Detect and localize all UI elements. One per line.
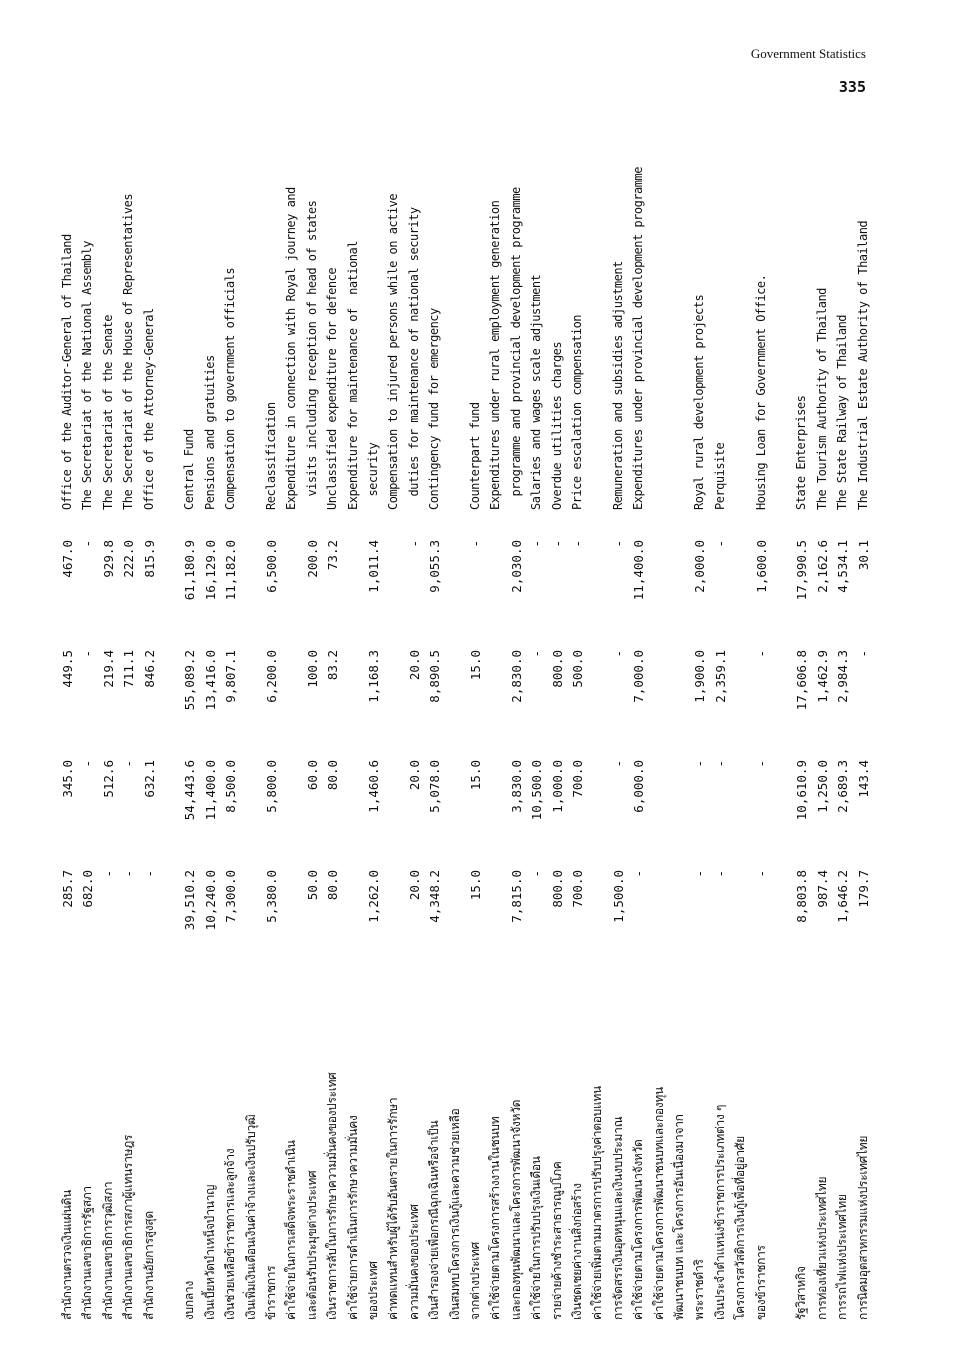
value-cell: 2,359.1: [712, 650, 728, 703]
table-row: [384, 120, 403, 1320]
value-cell: 285.7: [60, 870, 75, 908]
english-label: The State Railway of Thailand: [835, 314, 850, 510]
value-cell: -: [753, 870, 769, 878]
table-row: [466, 120, 485, 1320]
value-cell: -: [855, 650, 871, 658]
value-cell: 50.0: [304, 870, 320, 901]
english-label: The Secretariat of the National Assembly: [80, 241, 95, 510]
table-row: [140, 120, 159, 1320]
value-cell: -: [712, 760, 728, 768]
value-cell: 7,000.0: [631, 650, 647, 703]
value-cell: 8,803.8: [794, 870, 810, 923]
value-cell: 5,380.0: [264, 870, 279, 923]
value-cell: 179.7: [855, 870, 871, 908]
value-cell: 1,262.0: [366, 870, 381, 923]
value-cell: -: [80, 540, 96, 548]
value-cell: 143.4: [855, 760, 871, 798]
value-cell: 100.0: [304, 650, 320, 688]
thai-label: สำนักงานอัยการสูงสุด: [141, 1211, 156, 1320]
value-cell: 73.2: [325, 540, 341, 571]
table-row: [344, 120, 363, 1320]
value-cell: 39,510.2: [182, 870, 198, 931]
table-row: [119, 120, 138, 1320]
table-row: [242, 120, 261, 1320]
table-row: [364, 120, 383, 1320]
table-row: [303, 120, 322, 1320]
english-label: Office of the Auditor-General of Thailand: [60, 234, 74, 510]
english-label: Remuneration and subsidies adjustment: [610, 261, 625, 510]
table-row: [180, 120, 199, 1320]
english-label: The Secretariat of the House of Representatives: [121, 193, 136, 510]
thai-label: เงินชดเชยค่างานสิ่งก่อสร้าง: [570, 1183, 584, 1320]
value-cell: 6,200.0: [264, 650, 279, 703]
value-cell: 2,830.0: [508, 650, 524, 703]
table-row: [323, 120, 342, 1320]
value-cell: -: [610, 760, 626, 768]
value-cell: 4,348.2: [427, 870, 443, 923]
thai-label: ค่าใช้จ่ายการดำเนินการรักษาความมั่นคง: [345, 1115, 360, 1320]
table-row: [609, 120, 628, 1320]
value-cell: 1,462.9: [814, 650, 830, 703]
value-cell: 20.0: [406, 870, 422, 901]
table-row: [58, 120, 77, 1320]
value-cell: 800.0: [549, 650, 565, 688]
thai-label: ค่าใช้จ่ายเพิ่มตามมาตรการปรับปรุงค่าตอบแทน: [590, 1086, 605, 1320]
value-cell: 2,030.0: [508, 540, 524, 593]
value-cell: 1,011.4: [366, 540, 381, 593]
value-cell: 11,182.0: [223, 540, 239, 601]
value-cell: 449.5: [60, 650, 75, 688]
thai-label: ความมั่นคงของประเทศ: [406, 1204, 421, 1320]
english-label: Housing Loan for Government Office.: [753, 274, 768, 510]
table-row: [99, 120, 118, 1320]
english-label: Compensation to injured persons while on active: [386, 193, 401, 510]
value-cell: 987.4: [814, 870, 830, 908]
value-cell: 6,500.0: [264, 540, 279, 593]
english-label: programme and provincial development programme: [508, 187, 523, 510]
thai-label: และกองทุนพัฒนาและโครงการพัฒนาจังหวัด: [508, 1099, 523, 1320]
value-cell: 15.0: [468, 760, 483, 791]
thai-label: เงินประจำตำแหน่งข้าราชการประเภทต่าง ๆ: [712, 1104, 727, 1320]
thai-label: ค่าใช้จ่ายในการเสด็จพระราชดำเนิน: [284, 1140, 299, 1320]
value-cell: 1,460.6: [366, 760, 381, 813]
value-cell: 17,606.8: [794, 650, 810, 711]
value-cell: -: [753, 760, 769, 768]
value-cell: 800.0: [549, 870, 565, 908]
table-row: [792, 120, 811, 1320]
thai-label: ของข้าราชการ: [753, 1245, 768, 1320]
value-cell: 83.2: [325, 650, 341, 681]
table-row: [670, 120, 689, 1320]
value-cell: 17,990.5: [794, 540, 810, 601]
table-row: [405, 120, 424, 1320]
english-label: Compensation to government officials: [223, 267, 238, 510]
table-row: [752, 120, 771, 1320]
value-cell: 60.0: [304, 760, 320, 791]
thai-label: สำนักงานเลขาธิการสภาผู้แทนราษฎร: [121, 1134, 136, 1320]
value-cell: 632.1: [141, 760, 157, 798]
english-label: Expenditure in connection with Royal journey and: [284, 187, 299, 510]
english-label: Central Fund: [182, 429, 197, 510]
table-row: [446, 120, 465, 1320]
thai-label: งบกลาง: [182, 1281, 197, 1320]
value-cell: 2,984.3: [835, 650, 851, 703]
thai-label: ค่าใช้จ่ายตามโครงการสร้างงานในชนบท: [488, 1116, 503, 1320]
thai-label: เงินสำรองจ่ายเพื่อกรณีฉุกเฉินหรือจำเป็น: [427, 1120, 442, 1320]
value-cell: 929.8: [100, 540, 116, 578]
table-row: [262, 120, 281, 1320]
english-label: Price escalation compensation: [570, 314, 584, 510]
value-cell: 7,815.0: [508, 870, 524, 923]
value-cell: 80.0: [325, 760, 341, 791]
value-cell: -: [753, 650, 769, 658]
value-cell: 1,250.0: [814, 760, 830, 813]
table-row: [690, 120, 709, 1320]
english-label: Reclassification: [264, 402, 278, 510]
thai-label: และต้อนรับประมุขต่างประเทศ: [304, 1170, 319, 1320]
english-label: Overdue utilities charges: [549, 341, 564, 510]
value-cell: -: [529, 870, 545, 878]
value-cell: 9,055.3: [427, 540, 443, 593]
value-cell: 1,646.2: [835, 870, 851, 923]
value-cell: -: [692, 870, 708, 878]
value-cell: 9,807.1: [223, 650, 239, 703]
value-cell: -: [570, 540, 585, 548]
value-cell: 711.1: [121, 650, 137, 688]
value-cell: 1,000.0: [549, 760, 565, 813]
value-cell: -: [610, 540, 626, 548]
value-cell: 20.0: [406, 650, 422, 681]
value-cell: 512.6: [100, 760, 116, 798]
thai-label: ค่าใช้จ่ายในการปรับปรุงเงินเดือน: [529, 1156, 544, 1320]
value-cell: 1,168.3: [366, 650, 381, 703]
table-row: [629, 120, 648, 1320]
table-row: [78, 120, 97, 1320]
table-row: [201, 120, 220, 1320]
thai-label: สำนักงานเลขาธิการวุฒิสภา: [100, 1181, 115, 1320]
value-cell: -: [121, 760, 137, 768]
english-label: Contingency fund for emergency: [427, 308, 442, 510]
thai-label: รัฐวิสาหกิจ: [794, 1266, 809, 1320]
thai-label: พัฒนาชนบท และโครงการอันเนื่องมาจาก: [672, 1114, 686, 1320]
value-cell: 11,400.0: [202, 760, 218, 821]
value-cell: 8,890.5: [427, 650, 443, 703]
running-header: Government Statistics: [750, 46, 866, 61]
thai-label: การนิคมอุตสาหกรรมแห่งประเทศไทย: [855, 1135, 870, 1320]
value-cell: -: [712, 870, 728, 878]
thai-label: ค่าใช้จ่ายตามโครงการพัฒนาชนบทและกองทุน: [651, 1087, 666, 1320]
thai-label: การท่องเที่ยวแห่งประเทศไทย: [814, 1176, 829, 1320]
thai-label: สำนักงานตรวจเงินแผ่นดิน: [60, 1189, 74, 1320]
table-row: [711, 120, 730, 1320]
table-row: [854, 120, 873, 1320]
value-cell: 500.0: [570, 650, 585, 688]
value-cell: 700.0: [570, 760, 585, 798]
thai-label: เงินช่วยเหลือข้าราชการและลูกจ้าง: [223, 1148, 238, 1320]
value-cell: 16,129.0: [202, 540, 218, 601]
table-row: [813, 120, 832, 1320]
value-cell: 55,089.2: [182, 650, 198, 711]
value-cell: 467.0: [60, 540, 75, 578]
value-cell: 700.0: [570, 870, 585, 908]
english-label: Counterpart fund: [468, 402, 482, 510]
value-cell: 682.0: [80, 870, 96, 908]
thai-label: ของประเทศ: [366, 1261, 380, 1320]
value-cell: -: [610, 650, 626, 658]
value-cell: -: [529, 540, 545, 548]
value-cell: -: [549, 540, 565, 548]
thai-label: เงินเบี้ยหวัดบำเหน็จบำนาญ: [202, 1184, 217, 1320]
value-cell: 222.0: [121, 540, 137, 578]
table-row: [731, 120, 750, 1320]
value-cell: 5,078.0: [427, 760, 443, 813]
value-cell: 200.0: [304, 540, 320, 578]
value-cell: 15.0: [468, 650, 483, 681]
value-cell: 8,500.0: [223, 760, 239, 813]
value-cell: -: [712, 540, 728, 548]
thai-label: ค่าใช้จ่ายตามโครงการพัฒนาจังหวัด: [631, 1139, 646, 1320]
value-cell: 7,300.0: [223, 870, 239, 923]
english-label: Salaries and wages scale adjustment: [529, 274, 544, 510]
english-label: Expenditures under provincial development programme: [631, 167, 646, 510]
value-cell: 345.0: [60, 760, 75, 798]
table-row: [772, 120, 791, 1320]
value-cell: 10,610.9: [794, 760, 810, 821]
table-row: [588, 120, 607, 1320]
table-row: [486, 120, 505, 1320]
thai-label: การจัดสรรเงินอุดหนุนและเงินงบประมาณ: [610, 1116, 625, 1320]
page-number: 335: [838, 78, 866, 96]
table-row: [425, 120, 444, 1320]
english-label: Royal rural development projects: [692, 294, 707, 510]
thai-label: สำนักงานเลขาธิการรัฐสภา: [80, 1186, 95, 1320]
table-row: [221, 120, 240, 1320]
table-row: [650, 120, 669, 1320]
thai-label: ข้าราชการ: [264, 1265, 278, 1320]
value-cell: -: [121, 870, 137, 878]
english-label: State Enterprises: [794, 395, 809, 510]
value-cell: 11,400.0: [631, 540, 647, 601]
table-row: [568, 120, 587, 1320]
english-label: The Tourism Authority of Thailand: [814, 288, 829, 510]
value-cell: 2,162.6: [814, 540, 830, 593]
value-cell: -: [529, 650, 545, 658]
thai-label: รายจ่ายค้างชำระสาธารณูปโภค: [549, 1161, 564, 1320]
value-cell: -: [692, 760, 708, 768]
english-label: Expenditure for maintenance of national: [345, 241, 360, 510]
value-cell: 6,000.0: [631, 760, 647, 813]
table-row: [833, 120, 852, 1320]
english-label: The Industrial Estate Authority of Thailand: [855, 220, 870, 510]
value-cell: 13,416.0: [202, 650, 218, 711]
value-cell: 80.0: [325, 870, 341, 901]
english-label: Unclassified expenditure for defence: [325, 267, 340, 510]
value-cell: 15.0: [468, 870, 483, 901]
thai-label: เงินราชการลับในการรักษาความมั่นคงของประเทศ: [325, 1072, 340, 1320]
value-cell: -: [100, 870, 116, 878]
value-cell: 30.1: [855, 540, 871, 571]
value-cell: -: [80, 760, 96, 768]
english-label: Expenditures under rural employment generation: [488, 200, 503, 510]
value-cell: 2,000.0: [692, 540, 708, 593]
value-cell: -: [141, 870, 157, 878]
english-label: visits including reception of head of states: [304, 200, 319, 510]
value-cell: 61,180.9: [182, 540, 198, 601]
english-label: Pensions and gratuities: [202, 355, 217, 510]
value-cell: -: [468, 540, 483, 548]
thai-label: พระราชดำริ: [692, 1259, 707, 1320]
table-row: [527, 120, 546, 1320]
value-cell: 815.9: [141, 540, 157, 578]
thai-label: โครงการสวัสดิการเงินกู้เพื่อที่อยู่อาศัย: [733, 1136, 748, 1320]
value-cell: 846.2: [141, 650, 157, 688]
value-cell: 1,500.0: [610, 870, 626, 923]
value-cell: 4,534.1: [835, 540, 851, 593]
table-row: [282, 120, 301, 1320]
thai-label: ค่าทดแทนสำหรับผู้ได้รับอันตรายในการรักษา: [386, 1097, 401, 1320]
value-cell: 10,500.0: [529, 760, 545, 821]
value-cell: 1,600.0: [753, 540, 769, 593]
thai-label: จากต่างประเทศ: [468, 1242, 482, 1320]
english-label: Perquisite: [712, 442, 727, 510]
value-cell: -: [80, 650, 96, 658]
value-cell: -: [406, 540, 422, 548]
value-cell: 2,689.3: [835, 760, 851, 813]
english-label: The Secretariat of the Senate: [100, 314, 115, 510]
english-label: Office of the Attorney-General: [141, 308, 156, 510]
table-row: [507, 120, 526, 1320]
value-cell: -: [631, 870, 647, 878]
value-cell: 5,800.0: [264, 760, 279, 813]
english-label: duties for maintenance of national security: [406, 207, 421, 510]
value-cell: 10,240.0: [202, 870, 218, 931]
english-label: security: [366, 442, 380, 510]
value-cell: 20.0: [406, 760, 422, 791]
thai-label: เงินเพิ่มเงินเดือนเงินค่าจ้างและเงินปรับวุฒิ: [243, 1114, 258, 1320]
value-cell: 219.4: [100, 650, 116, 688]
value-cell: 3,830.0: [508, 760, 524, 813]
thai-label: การรถไฟแห่งประเทศไทย: [835, 1194, 850, 1320]
table-row: [548, 120, 567, 1320]
thai-label: เงินสมทบโครงการเงินกู้และความช่วยเหลือ: [447, 1108, 462, 1320]
value-cell: 54,443.6: [182, 760, 198, 821]
value-cell: 1,900.0: [692, 650, 708, 703]
budget-table: [40, 120, 870, 1320]
table-row: [160, 120, 179, 1320]
